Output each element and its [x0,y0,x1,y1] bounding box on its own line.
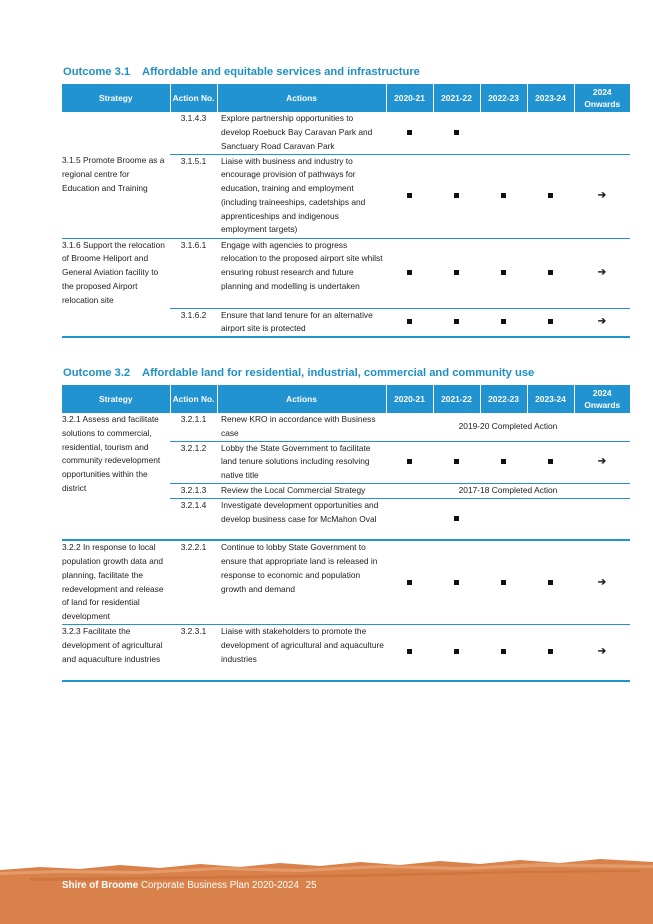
square-icon [407,649,412,654]
arrow-right-icon: ➔ [597,456,607,468]
square-icon [548,319,553,324]
table-row [62,112,630,154]
action-text: Liaise with stakeholders to promote the development of agricultural and aquaculture industries [217,625,386,681]
footer-doc: Corporate Business Plan 2020-2024 [140,880,299,891]
footer-band [0,858,653,924]
action-number: 3.2.1.1 [170,413,217,441]
strategy-3-2-2: 3.2.2 In response to local population growth data and planning, facilitate the redevelopment and release of land for residential development [62,540,170,624]
strategy-3-2-1: 3.2.1 Assess and facilitate solutions to commercial, residential, tourism and community redevelopment opportunities within the district [62,413,170,540]
action-number: 3.2.1.4 [170,498,217,540]
completed-status: 2019-20 Completed Action [386,413,630,441]
square-icon [407,193,412,198]
action-number: 3.1.5.1 [170,154,217,238]
square-icon [454,516,459,521]
footer-org: Shire of Broome [62,880,139,891]
outcome-3-1-table [62,84,630,338]
action-number: 3.1.6.1 [170,238,217,308]
action-text: Engage with agencies to progress relocation to the proposed airport site whilst ensuring robust research and future planning and modelling is undertaken [217,238,386,308]
page-number: 25 [305,880,317,891]
table-row [62,238,630,308]
action-text: Liaise with business and industry to encourage provision of pathways for education, training and employment (including traineeships, cadetships and apprenticeships and indigenous employment targets) [217,154,386,238]
strategy-3-1-6: 3.1.6 Support the relocation of Broome Heliport and General Aviation facility to the proposed Airport relocation site [62,238,170,337]
header-strategy: Strategy [62,84,170,112]
square-icon [454,270,459,275]
square-icon [407,319,412,324]
square-icon [454,319,459,324]
table-row [62,413,630,441]
square-icon [548,193,553,198]
table-header-row [62,84,630,112]
header-2023-24: 2023-24 [527,84,574,112]
table-row [62,540,630,624]
header-2023-24: 2023-24 [527,385,574,413]
square-icon [454,193,459,198]
action-text: Ensure that land tenure for an alternative airport site is protected [217,308,386,337]
header-2020-21: 2020-21 [386,84,433,112]
arrow-right-icon: ➔ [597,646,607,658]
mark-2021-22 [433,112,480,154]
square-icon [407,130,412,135]
table-header-row [62,385,630,413]
footer-brush-graphic [0,858,653,924]
action-text: Review the Local Commercial Strategy [217,483,386,498]
table-row [62,625,630,681]
header-2020-21: 2020-21 [386,385,433,413]
action-text: Lobby the State Government to facilitate land tenure solutions including resolving native title [217,441,386,483]
header-2021-22: 2021-22 [433,84,480,112]
square-icon [501,580,506,585]
action-text: Continue to lobby State Government to ensure that appropriate land is released in response to economic and population growth and demand [217,540,386,624]
footer-text [62,880,317,891]
header-2021-22: 2021-22 [433,385,480,413]
strategy-3-1-5: 3.1.5 Promote Broome as a regional centre for Education and Training [62,154,170,238]
header-2022-23: 2022-23 [480,84,527,112]
square-icon [454,580,459,585]
header-2024-onwards: 2024 Onwards [574,84,630,112]
action-number: 3.2.3.1 [170,625,217,681]
square-icon [454,459,459,464]
square-icon [454,130,459,135]
square-icon [407,459,412,464]
outcome-3-1-title: Outcome 3.1 Affordable and equitable services and infrastructure [63,66,420,78]
header-2024-onwards: 2024 Onwards [574,385,630,413]
square-icon [501,319,506,324]
square-icon [501,193,506,198]
header-strategy: Strategy [62,385,170,413]
header-actions: Actions [217,84,386,112]
arrow-right-icon: ➔ [597,190,607,202]
square-icon [407,270,412,275]
arrow-right-icon: ➔ [597,267,607,279]
strategy-cell-empty [62,112,170,154]
header-action-no: Action No. [170,84,217,112]
action-number: 3.2.2.1 [170,540,217,624]
completed-status: 2017-18 Completed Action [386,483,630,498]
action-text: Explore partnership opportunities to develop Roebuck Bay Caravan Park and Sanctuary Road Caravan Park [217,112,386,154]
square-icon [548,459,553,464]
square-icon [548,649,553,654]
square-icon [501,270,506,275]
arrow-right-icon: ➔ [597,576,607,588]
action-number: 3.2.1.3 [170,483,217,498]
square-icon [548,270,553,275]
header-2022-23: 2022-23 [480,385,527,413]
header-actions: Actions [217,385,386,413]
action-text: Renew KRO in accordance with Business case [217,413,386,441]
square-icon [407,580,412,585]
square-icon [501,649,506,654]
action-number: 3.1.6.2 [170,308,217,337]
outcome-3-2-table [62,385,630,682]
action-text: Investigate development opportunities and develop business case for McMahon Oval [217,498,386,540]
square-icon [454,649,459,654]
action-number: 3.2.1.2 [170,441,217,483]
strategy-3-2-3: 3.2.3 Facilitate the development of agricultural and aquaculture industries [62,625,170,681]
square-icon [501,459,506,464]
outcome-3-2-title: Outcome 3.2 Affordable land for residential, industrial, commercial and community use [63,367,535,379]
square-icon [548,580,553,585]
action-number: 3.1.4.3 [170,112,217,154]
table-row [62,154,630,238]
header-action-no: Action No. [170,385,217,413]
mark-2020-21 [386,112,433,154]
arrow-right-icon: ➔ [597,316,607,328]
